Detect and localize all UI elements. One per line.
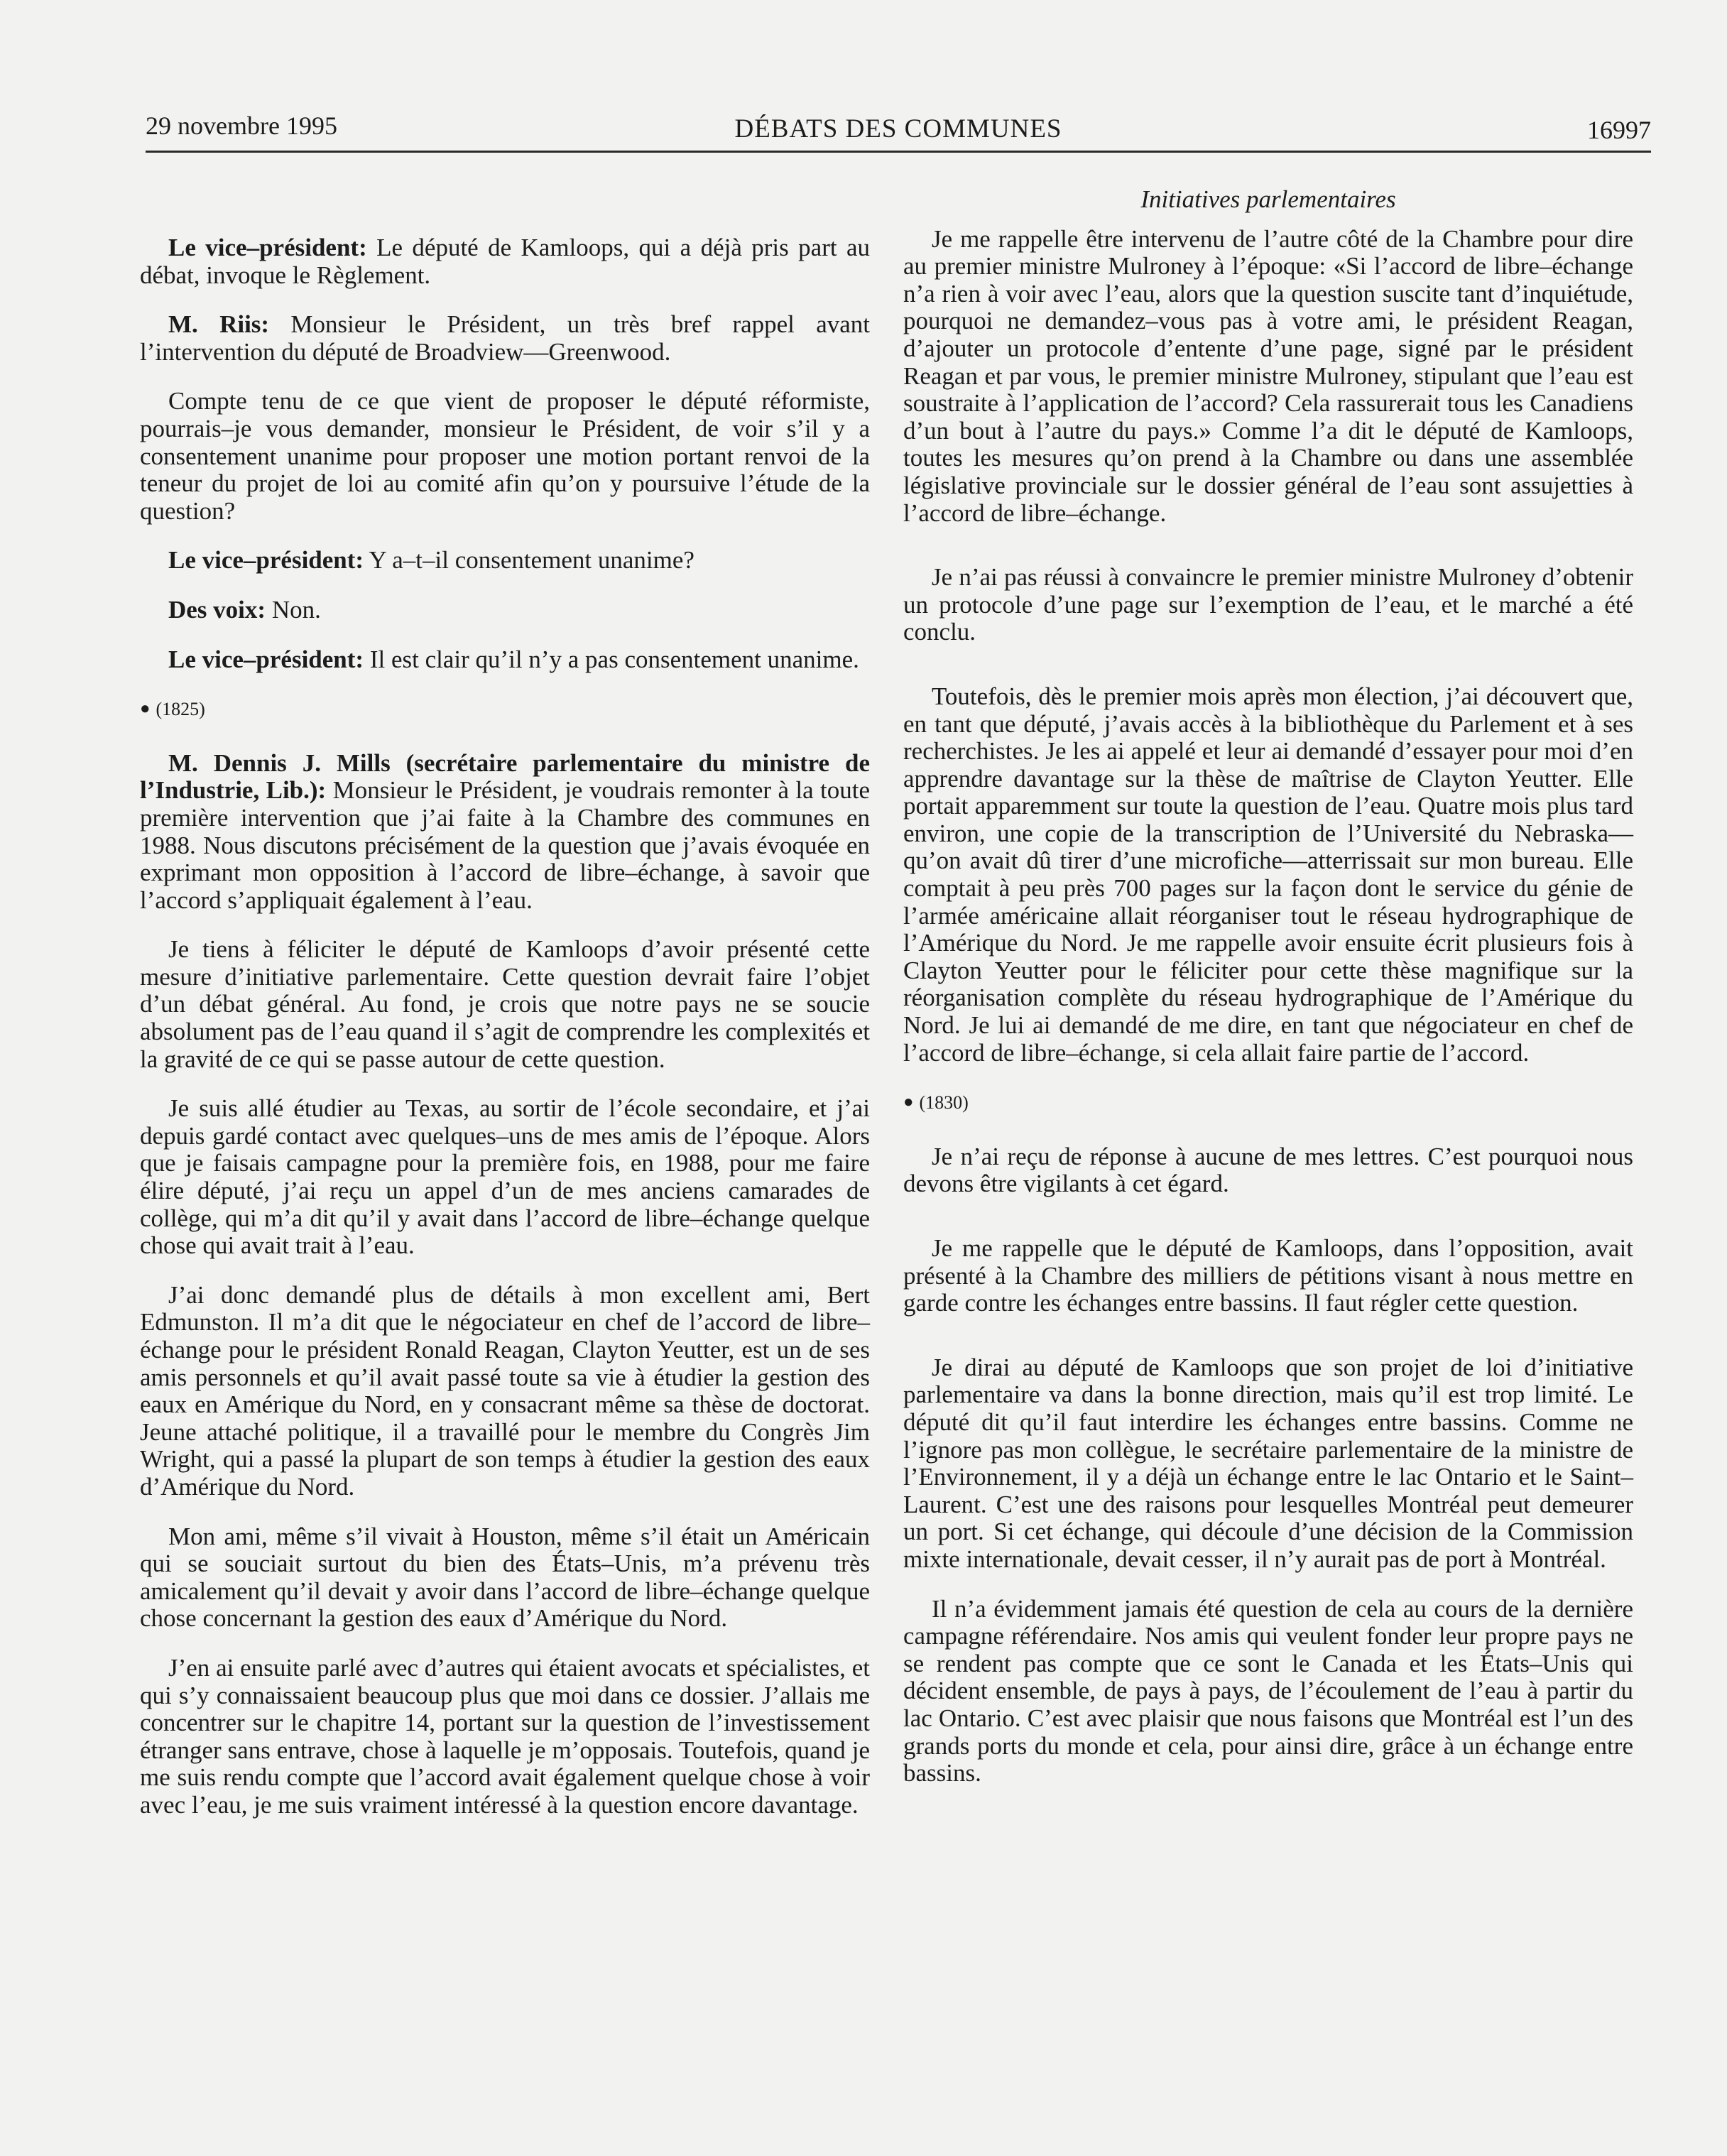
speaker-name: M. Riis: bbox=[168, 310, 270, 339]
speech-text: Y a–t–il consentement unanime? bbox=[364, 546, 694, 575]
speech-text: Le député de Kamloops, qui a déjà pris part au débat, invoque le Règlement. bbox=[140, 234, 870, 289]
paragraph bbox=[140, 597, 870, 624]
right-column bbox=[903, 186, 1633, 1809]
section-title: Initiatives parlementaires bbox=[1140, 185, 1396, 213]
paragraph: Je me rappelle être intervenu de l’autre côté de la Chambre pour dire au premier ministre Mulroney à l’époque: «Si l’accord de libre–échange n’a rien à voir avec l’eau, alors que la question suscite tant d’inquiétude, pourquoi ne demandez–vous pas à votre ami, le président Reagan, d’ajouter un protocole d’entente d’une page, signé par le président Reagan et par vous, le premier ministre Mulroney, stipulant que l’eau est soustraite à l’application de l’accord? Cela rassurerait tous les Canadiens d’un bout à l’autre du pays.» Comme l’a dit le député de Kamloops, toutes les mesures qu’on prend à la Chambre ou dans une assemblée législative provinciale sur le dossier général de l’eau sont assujetties à l’accord de libre–échange. bbox=[903, 224, 1633, 527]
paragraph bbox=[140, 547, 870, 575]
paragraph: Compte tenu de ce que vient de proposer le député réformiste, pourrais–je vous demander, monsieur le Président, de voir s’il y a consentement unanime pour proposer une motion portant renvoi de la teneur du projet de loi au comité afin qu’on y poursuive l’étude de la question? bbox=[140, 387, 870, 525]
header-date: 29 novembre 1995 bbox=[146, 111, 337, 140]
speaker-name: Le vice–président: bbox=[168, 546, 364, 575]
paragraph: Mon ami, même s’il vivait à Houston, même s’il était un Américain qui se souciait surtout du bien des États–Unis, m’a prévenu très amicalement qu’il devait y avoir dans l’accord de libre–échange quelque chose concernant la gestion des eaux d’Amérique du Nord. bbox=[140, 1522, 870, 1633]
paragraph bbox=[140, 646, 870, 674]
paragraph: Je suis allé étudier au Texas, au sortir de l’école secondaire, et j’ai depuis gardé contact avec quelques–uns de mes amis de l’époque. Alors que je faisais campagne pour la première fois, en 1988, pour me faire élire député, j’ai reçu un appel d’un de mes anciens camarades de collège, qui m’a dit qu’il y avait dans l’accord de libre–échange quelque chose qui avait trait à l’eau. bbox=[140, 1094, 870, 1260]
paragraph bbox=[140, 234, 870, 289]
paragraph: Il n’a évidemment jamais été question de cela au cours de la dernière campagne référendaire. Nos amis qui veulent fonder leur propre pays ne se rendent pas compte que ce sont le Canada et les États–Unis qui décident ensemble, de pays à pays, de l’écoulement de l’eau à partir du lac Ontario. C’est avec plaisir que nous faisons que Montréal est l’un des grands ports du monde et cela, pour ainsi dire, grâce à un échange entre bassins. bbox=[903, 1594, 1633, 1787]
header-title: DÉBATS DES COMMUNES bbox=[734, 114, 1062, 143]
speech-text: Non. bbox=[266, 595, 321, 624]
paragraph: J’ai donc demandé plus de détails à mon excellent ami, Bert Edmunston. Il m’a dit que le négociateur en chef de l’accord de libre–échange pour le président Ronald Reagan, Clayton Yeutter, est un de ses amis personnels et qu’il avait passé toute sa vie à étudier la gestion des eaux en Amérique du Nord, en y consacrant même sa thèse de doctorat. Jeune attaché politique, il a travaillé pour le membre du Congrès Jim Wright, qui a passé la plupart de son temps à étudier la gestion des eaux d’Amérique du Nord. bbox=[140, 1280, 870, 1501]
left-column bbox=[140, 234, 870, 1841]
paragraph: Je n’ai pas réussi à convaincre le premier ministre Mulroney d’obtenir un protocole d’une page sur l’exemption de l’eau, et le marché a été conclu. bbox=[903, 563, 1633, 646]
paragraph: Toutefois, dès le premier mois après mon élection, j’ai découvert que, en tant que député, j’avais accès à la bibliothèque du Parlement et à ses recherchistes. Je les ai appelé et leur ai demandé d’essayer pour moi d’en apprendre davantage sur la thèse de maîtrise de Clayton Yeutter. Elle portait apparemment sur toute la question de l’eau. Quatre mois plus tard environ, une copie de la transcription de l’Université du Nebraska—qu’on avait dû tirer d’une microfiche—atterrissait sur mon bureau. Elle comptait à peu près 700 pages sur la façon dont le service du génie de l’armée américaine allait réorganiser tout le réseau hydrographique de l’Amérique du Nord. Je me rappelle avoir ensuite écrit plusieurs fois à Clayton Yeutter pour le féliciter pour cette thèse magnifique sur la réorganisation complète du réseau hydrographique de l’Amérique du Nord. Je lui ai demandé de me dire, en tant que négociateur en chef de l’accord de libre–échange, si cela allait faire partie de l’accord. bbox=[903, 682, 1633, 1067]
paragraph: J’en ai ensuite parlé avec d’autres qui étaient avocats et spécialistes, et qui s’y connaissaient beaucoup plus que moi dans ce dossier. J’allais me concentrer sur le chapitre 14, portant sur la question de l’investissement étranger sans entrave, chose à laquelle je m’opposais. Toutefois, quand je me suis rendu compte que l’accord avait également quelque chose à voir avec l’eau, je me suis vraiment intéressé à la question encore davantage. bbox=[140, 1653, 870, 1819]
timestamp-marker bbox=[903, 1089, 1633, 1117]
paragraph: Je me rappelle que le député de Kamloops, dans l’opposition, avait présenté à la Chambre des milliers de pétitions visant à nous mettre en garde contre les échanges entre bassins. Il faut régler cette question. bbox=[903, 1234, 1633, 1317]
speaker-name: M. Dennis J. Mills (secrétaire parlementaire du ministre de l’Industrie, Lib.): bbox=[140, 748, 870, 805]
speaker-name: Le vice–président: bbox=[168, 234, 367, 261]
paragraph bbox=[140, 311, 870, 366]
paragraph: Je tiens à féliciter le député de Kamloops d’avoir présenté cette mesure d’initiative parlementaire. Cette question devrait faire l’objet d’un débat général. Au fond, je crois que notre pays ne se soucie absolument pas de l’eau quand il s’agit de comprendre les complexités et la gravité de ce qui se passe autour de cette question. bbox=[140, 935, 870, 1073]
timestamp-marker bbox=[140, 695, 870, 724]
speaker-name: Le vice–président: bbox=[168, 645, 364, 673]
bullet-icon: ● bbox=[140, 699, 151, 719]
speaker-name: Des voix: bbox=[168, 595, 266, 624]
speech-text: Monsieur le Président, je voudrais remonter à la toute première intervention que j’ai faite à la Chambre des communes en 1988. Nous discutons précisément de la question que j’avais évoquée en exprimant mon opposition à l’accord de libre–échange, à savoir que l’accord s’appliquait également à l’eau. bbox=[140, 776, 870, 914]
speech-text: Monsieur le Président, un très bref rappel avant l’intervention du député de Broadview—Greenwood. bbox=[140, 310, 870, 366]
paragraph: Je dirai au député de Kamloops que son projet de loi d’initiative parlementaire va dans la bonne direction, mais qu’il est trop limité. Le député dit qu’il faut interdire les échanges entre bassins. Comme ne l’ignore pas mon collègue, le secrétaire parlementaire de la ministre de l’Environnement, il y a déjà un échange entre le lac Ontario et le Saint–Laurent. C’est une des raisons pour lesquelles Montréal peut demeurer un port. Si cet échange, qui découle d’une décision de la Commission mixte internationale, devait cesser, il n’y aurait pas de port à Montréal. bbox=[903, 1353, 1633, 1573]
speech-text: Il est clair qu’il n’y a pas consentement unanime. bbox=[364, 645, 859, 673]
timestamp: (1830) bbox=[919, 1092, 969, 1114]
bullet-icon: ● bbox=[903, 1093, 914, 1112]
paragraph: Je n’ai reçu de réponse à aucune de mes lettres. C’est pourquoi nous devons être vigilants à cet égard. bbox=[903, 1142, 1633, 1198]
timestamp: (1825) bbox=[156, 699, 205, 720]
page-number: 16997 bbox=[1587, 116, 1651, 144]
paragraph bbox=[140, 750, 870, 915]
page-header bbox=[146, 107, 1651, 153]
